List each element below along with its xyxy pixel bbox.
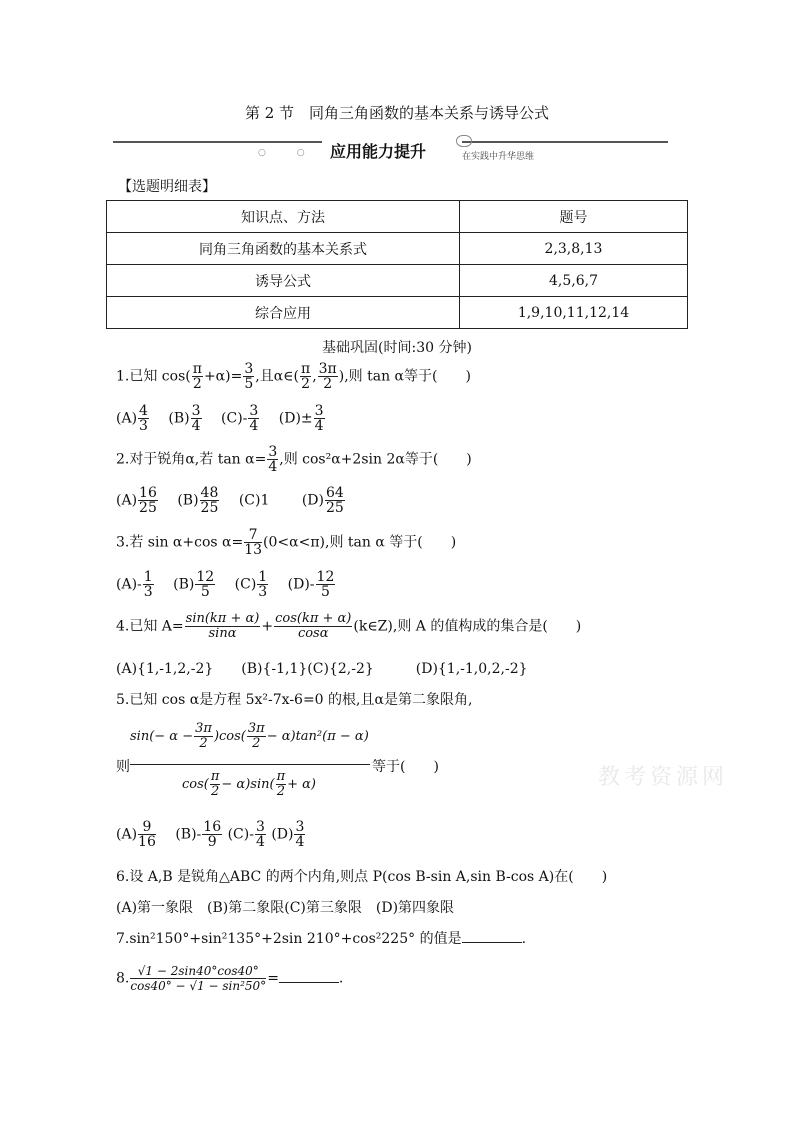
question-3: 3.若 sin α+cos α= $\frac{7}{13}$ (0<α<π),则 tan α 等于( ) [116,527,457,558]
page-title: 第 2 节 同角三角函数的基本关系与诱导公式 [244,104,550,122]
table-row [107,297,688,329]
table-cell: 2,3,8,13 [460,233,688,265]
question-1-options: (A) $\frac{4}{3}$ (B) $\frac{3}{4}$ (C)- $\frac{3}{4}$ (D)± $\frac{3}{4}$ [116,403,324,434]
question-2: 2.对于锐角α,若 tan α= $\frac{3}{4}$ ,则 cos²α+2sin 2α等于( ) [116,444,472,475]
table-cell: 诱导公式 [107,265,460,297]
table-header: 知识点、方法 [107,201,460,233]
question-5: 5.已知 cos α是方程 5x²-7x-6=0 的根,且α是第二象限角, [116,692,473,708]
banner-dots: ○ ○ ○ [258,148,358,158]
table-cell: 综合应用 [107,297,460,329]
q5-denominator: cos( $\frac{\pi}{2}$ − α)sin( $\frac{\pi}{2}$ + α) [182,769,316,799]
question-8: 8. $\frac{√1 - 2\sin 40^\circ\cos 40^\circ}{\text{cos40° − √1 − sin²50°}}$ = . [116,964,344,993]
question-6: 6.设 A,B 是锐角△ABC 的两个内角,则点 P(cos B-sin A,sin B-cos A)在( ) [116,869,608,885]
table-header: 题号 [460,201,688,233]
question-4: 4.已知 A= $\frac{\sin(k\pi + \alpha)}{\sin\alpha}$ + $\frac{\cos(k\pi + \alpha)}{\cos\alpha}$ (k∈Z),则 A 的值构成的集合是( ) [116,611,582,641]
q5-suffix: 等于( ) [372,759,439,775]
fraction: $\frac{3}{5}$ [244,361,254,392]
q1-text: 1.已知 cos( [116,368,191,385]
q5-numerator: sin(− α − $\frac{3\pi}{2}$ )cos( $\frac{3\pi}{2}$ − α)tan²(π − α) [130,721,369,751]
fraction: $\frac{3\pi}{2}$ [318,361,337,392]
question-6-options: (A)第一象限 (B)第二象限(C)第三象限 (D)第四象限 [116,900,455,916]
question-3-options: (A)- $\frac{1}{3}$ (B) $\frac{12}{5}$ (C) $\frac{1}{3}$ (D)- $\frac{12}{5}$ [116,569,335,600]
q5-prefix: 则 [116,759,130,775]
basic-heading: 基础巩固(时间:30 分钟) [322,340,472,356]
table-header-row [107,201,688,233]
table-cell: 1,9,10,11,12,14 [460,297,688,329]
question-5-options: (A) $\frac{9}{16}$ (B)- $\frac{16}{9}$ (C)- $\frac{3}{4}$ (D) $\frac{3}{4}$ [116,819,305,850]
section-heading: 【选题明细表】 [118,179,216,195]
watermark: 教考资源网 [598,765,729,790]
answer-blank[interactable] [462,930,522,943]
question-1: 1.已知 cos( $\frac{\pi}{2}$ +α)= $\frac{3}{5}$ ,且α∈( $\frac{\pi}{2}$ , $\frac{3\pi}{2}$ ),则 tan α等于( ) [116,361,471,392]
question-2-options: (A) $\frac{16}{25}$ (B) $\frac{48}{25}$ (C)1 (D) $\frac{64}{25}$ [116,485,344,516]
fraction: $\frac{\pi}{2}$ [300,361,311,392]
table-row [107,233,688,265]
topic-table [106,200,688,329]
banner-subtitle: 在实践中升华思维 [462,152,535,162]
table-row [107,265,688,297]
table-cell: 同角三角函数的基本关系式 [107,233,460,265]
fraction-bar [130,764,370,765]
banner-swirl-icon [456,135,472,147]
table-cell: 4,5,6,7 [460,265,688,297]
fraction: $\frac{\pi}{2}$ [192,361,202,392]
answer-blank[interactable] [279,970,339,983]
question-4-options: (A){1,-1,2,-2} (B){-1,1}(C){2,-2} (D){1,-1,0,2,-2} [116,661,528,677]
question-7: 7.sin²150°+sin²135°+2sin 210°+cos²225° 的值是 . [116,931,527,947]
banner-title: 应用能力提升 [330,142,427,161]
